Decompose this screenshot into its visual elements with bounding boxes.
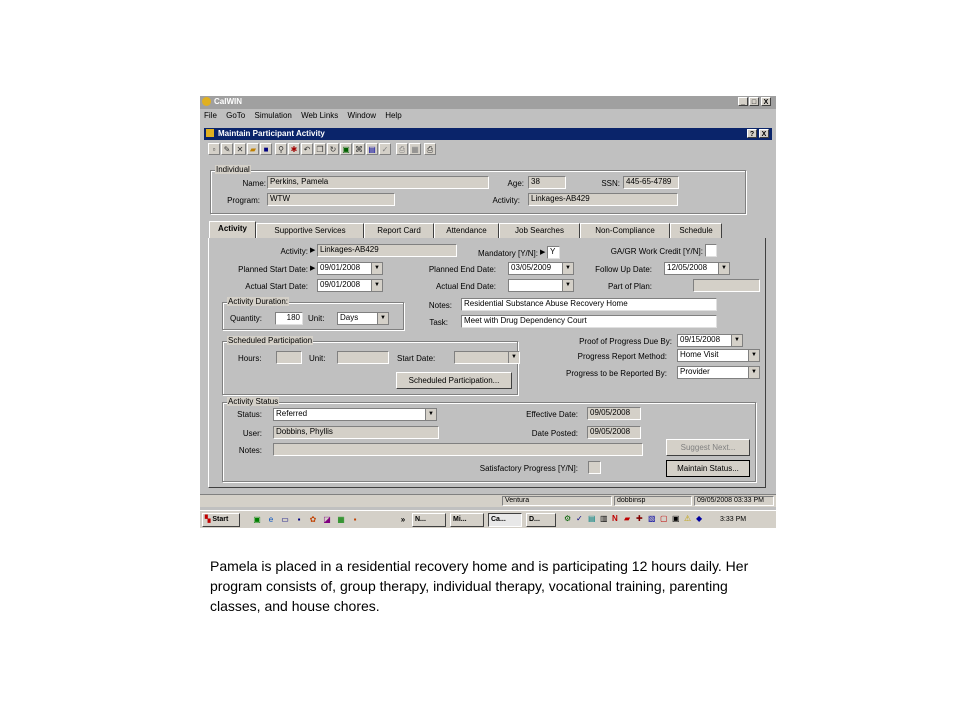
chevron-down-icon: ▼ xyxy=(377,313,388,324)
name-label: Name: xyxy=(242,179,266,188)
activity-value: Linkages-AB429 xyxy=(317,244,457,257)
mandatory-arrow-icon: ▶ xyxy=(540,249,546,256)
status-group-label: Activity Status xyxy=(228,397,279,406)
planned-start-select[interactable] xyxy=(317,262,383,275)
print-preview-icon[interactable]: ⎙ xyxy=(396,143,408,155)
paste-icon[interactable]: ▦ xyxy=(409,143,421,155)
taskbar-item-4[interactable] xyxy=(526,513,556,527)
tray-icon-5[interactable]: N xyxy=(612,514,618,523)
user-field: Dobbins, Phyllis xyxy=(273,426,439,439)
part-of-plan-field xyxy=(693,279,760,292)
desktop-icon[interactable]: ▭ xyxy=(281,515,289,524)
taskbar-item-3-label: Ca... xyxy=(491,516,506,523)
child-title-bar xyxy=(204,128,772,140)
delete-icon[interactable]: ✕ xyxy=(234,143,246,155)
scheduled-group-label: Scheduled Participation xyxy=(228,336,313,345)
effective-label: Effective Date: xyxy=(526,410,578,419)
chevron-down-icon: ▼ xyxy=(562,280,573,291)
status-bar xyxy=(200,494,776,507)
windows-logo-icon: ▚ xyxy=(205,516,211,523)
ssn-label: SSN: xyxy=(601,179,620,188)
check-icon[interactable]: ✓ xyxy=(379,143,391,155)
tray-icon-4[interactable]: ▥ xyxy=(600,514,608,523)
proof-select[interactable] xyxy=(677,334,743,347)
start-label: Start xyxy=(212,516,229,523)
chevron-down-icon: ▼ xyxy=(748,367,759,378)
taskbar-item-calwin[interactable] xyxy=(488,513,522,527)
quicklaunch-icon-1[interactable]: ▣ xyxy=(253,515,261,524)
sched-unit-field xyxy=(337,351,389,364)
menu-bar xyxy=(204,111,409,120)
gagr-field[interactable] xyxy=(705,244,717,257)
powerpoint-icon[interactable]: ▪ xyxy=(353,515,357,524)
planned-start-arrow-icon: ▶ xyxy=(310,265,316,272)
excel-icon[interactable]: ▦ xyxy=(337,515,345,524)
quantity-input[interactable]: 180 xyxy=(275,312,303,325)
undo-icon[interactable]: ↶ xyxy=(301,143,313,155)
mandatory-field[interactable]: Y xyxy=(547,246,560,259)
tab-job-searches[interactable]: Job Searches xyxy=(499,223,580,238)
followup-value: 12/05/2008 xyxy=(667,263,708,272)
activity-field-label: Activity: xyxy=(280,247,308,256)
actual-start-value: 09/01/2008 xyxy=(320,280,361,289)
app-icon-5[interactable]: ✿ xyxy=(309,515,317,524)
actual-start-label: Actual Start Date: xyxy=(245,282,308,291)
actual-start-select[interactable] xyxy=(317,279,383,292)
user-label: User: xyxy=(242,429,262,438)
program-label: Program: xyxy=(227,196,260,205)
taskbar-item-1[interactable] xyxy=(412,513,446,527)
taskbar-item-2-label: Mi... xyxy=(453,516,467,523)
taskbar-item-4-label: D... xyxy=(529,516,540,523)
chevron-down-icon: ▼ xyxy=(731,335,742,346)
tray-icon-10[interactable]: ▣ xyxy=(672,514,680,523)
minimize-button[interactable]: _ xyxy=(738,97,748,106)
word-icon[interactable]: ▪ xyxy=(297,515,301,524)
satisfactory-label: Satisfactory Progress [Y/N]: xyxy=(479,464,578,473)
start-date-field xyxy=(454,351,520,364)
planned-end-select[interactable] xyxy=(508,262,574,275)
posted-field: 09/05/2008 xyxy=(587,426,641,439)
followup-select[interactable] xyxy=(664,262,730,275)
tray-icon-7[interactable]: ✚ xyxy=(636,514,643,523)
image-icon[interactable]: ▣ xyxy=(340,143,352,155)
menu-web-links[interactable]: Web Links xyxy=(301,111,339,120)
child-title: Maintain Participant Activity xyxy=(218,129,325,138)
app-title-bar xyxy=(200,96,776,109)
menu-file[interactable]: File xyxy=(204,111,217,120)
tray-icon-3[interactable]: ▤ xyxy=(588,514,596,523)
chevron-down-icon: ▼ xyxy=(508,352,519,363)
copy-icon[interactable]: ❐ xyxy=(314,143,326,155)
tab-report-card[interactable]: Report Card xyxy=(364,223,434,238)
app-title: CalWIN xyxy=(214,97,242,106)
chevron-down-icon: ▼ xyxy=(371,280,382,291)
reported-select[interactable] xyxy=(677,366,760,379)
followup-label: Follow Up Date: xyxy=(595,265,652,274)
tray-icon-8[interactable]: ▧ xyxy=(648,514,656,523)
proof-label: Proof of Progress Due By: xyxy=(579,337,672,346)
help-button[interactable]: ? xyxy=(747,129,757,138)
status-county: Ventura xyxy=(502,496,612,506)
warning-icon[interactable]: ⚠ xyxy=(684,514,692,523)
screenshot xyxy=(200,96,776,528)
taskbar xyxy=(200,510,776,528)
menu-simulation[interactable]: Simulation xyxy=(254,111,292,120)
program-field: WTW xyxy=(267,193,395,206)
method-value: Home Visit xyxy=(680,350,719,359)
task-label: Task: xyxy=(429,318,448,327)
tray-icon-12[interactable]: ◆ xyxy=(696,514,703,523)
hours-field xyxy=(276,351,302,364)
taskbar-clock: 3:33 PM xyxy=(720,516,747,523)
maximize-button[interactable]: □ xyxy=(749,97,759,106)
more-chevron-icon[interactable]: » xyxy=(400,515,406,524)
status-user: dobbinsp xyxy=(614,496,692,506)
status-notes-label: Notes: xyxy=(238,446,262,455)
reported-value: Provider xyxy=(680,367,710,376)
notes-input[interactable]: Residential Substance Abuse Recovery Home xyxy=(461,298,717,311)
save-icon[interactable]: ■ xyxy=(260,143,272,155)
link-icon[interactable]: ⌘ xyxy=(355,145,363,154)
satisfactory-field[interactable] xyxy=(588,461,601,474)
sched-unit-label: Unit: xyxy=(309,354,326,363)
chevron-down-icon: ▼ xyxy=(371,263,382,274)
ssn-field: 445-65-4789 xyxy=(623,176,679,189)
planned-end-label: Planned End Date: xyxy=(428,265,496,274)
app-icon-6[interactable]: ◪ xyxy=(323,515,331,524)
refresh-icon[interactable]: ↻ xyxy=(327,143,339,155)
posted-label: Date Posted: xyxy=(531,429,578,438)
individual-group-label: Individual xyxy=(216,165,250,174)
chevron-down-icon: ▼ xyxy=(718,263,729,274)
print-icon[interactable]: ⎙ xyxy=(424,143,436,155)
part-of-plan-label: Part of Plan: xyxy=(607,282,652,291)
edit-icon[interactable]: ✎ xyxy=(221,143,233,155)
chevron-down-icon: ▼ xyxy=(425,409,436,420)
unit-select[interactable] xyxy=(337,312,389,325)
planned-start-label: Planned Start Date: xyxy=(238,265,308,274)
calwin-logo-icon xyxy=(202,97,211,106)
actual-end-label: Actual End Date: xyxy=(435,282,496,291)
actual-end-select[interactable] xyxy=(508,279,574,292)
status-select[interactable] xyxy=(273,408,437,421)
child-close-button[interactable]: X xyxy=(759,129,769,138)
tray-icon-1[interactable]: ⚙ xyxy=(564,514,572,523)
hours-label: Hours: xyxy=(238,354,262,363)
proof-value: 09/15/2008 xyxy=(680,335,721,344)
menu-window[interactable]: Window xyxy=(347,111,376,120)
age-label: Age: xyxy=(507,179,524,188)
chevron-down-icon: ▼ xyxy=(562,263,573,274)
info-icon[interactable]: ▤ xyxy=(366,143,378,155)
taskbar-item-2[interactable] xyxy=(450,513,484,527)
mandatory-label: Mandatory [Y/N]: xyxy=(477,249,538,258)
tools-icon[interactable]: ✱ xyxy=(288,143,300,155)
reported-label: Progress to be Reported By: xyxy=(566,369,667,378)
gagr-label: GA/GR Work Credit [Y/N]: xyxy=(610,247,703,256)
tab-supportive-services[interactable]: Supportive Services xyxy=(256,223,364,238)
activity-field: Linkages-AB429 xyxy=(528,193,678,206)
name-field: Perkins, Pamela xyxy=(267,176,489,189)
menu-goto[interactable]: GoTo xyxy=(226,111,246,120)
notes-label: Notes: xyxy=(428,301,452,310)
planned-start-value: 09/01/2008 xyxy=(320,263,361,272)
tab-schedule[interactable]: Schedule xyxy=(670,223,722,238)
open-icon[interactable]: ▰ xyxy=(247,143,259,155)
status-value: Referred xyxy=(276,409,308,418)
taskbar-item-1-label: N... xyxy=(415,516,426,523)
activity-label: Activity: xyxy=(492,196,520,205)
close-button[interactable]: X xyxy=(761,97,771,106)
start-button[interactable] xyxy=(202,513,240,527)
planned-end-value: 03/05/2009 xyxy=(511,263,552,272)
caption-text: Pamela is placed in a residential recovery home and is participating 12 hours daily. Her program consists of, group therapy, individual therapy, vocational training, parenting classes, and house chores. xyxy=(210,558,749,614)
menu-help[interactable]: Help xyxy=(385,111,402,120)
maintain-status-button[interactable]: Maintain Status... xyxy=(666,460,750,477)
method-label: Progress Report Method: xyxy=(577,352,667,361)
scheduled-participation-button[interactable]: Scheduled Participation... xyxy=(396,372,512,389)
browser-icon[interactable]: e xyxy=(268,515,274,524)
status-notes-field xyxy=(273,443,643,456)
toolbar xyxy=(208,143,468,157)
duration-group-label: Activity Duration: xyxy=(228,297,289,306)
tab-attendance[interactable]: Attendance xyxy=(434,223,499,238)
status-datetime: 09/05/2008 03:33 PM xyxy=(694,496,774,506)
new-icon[interactable]: ▫ xyxy=(208,143,220,155)
tab-activity[interactable]: Activity xyxy=(209,221,256,238)
start-date-label: Start Date: xyxy=(397,354,436,363)
status-label: Status: xyxy=(237,410,262,419)
tab-non-compliance[interactable]: Non-Compliance xyxy=(580,223,670,238)
age-field: 38 xyxy=(528,176,566,189)
unit-value: Days xyxy=(340,313,359,322)
tray-icon-2[interactable]: ✓ xyxy=(576,514,583,523)
system-tray-icons xyxy=(562,513,712,527)
chevron-down-icon: ▼ xyxy=(748,350,759,361)
window-icon xyxy=(206,129,214,137)
task-input[interactable]: Meet with Drug Dependency Court xyxy=(461,315,717,328)
find-icon[interactable]: ⚲ xyxy=(275,143,287,155)
tray-icon-6[interactable]: ▰ xyxy=(624,514,631,523)
unit-label: Unit: xyxy=(308,314,325,323)
quantity-label: Quantity: xyxy=(230,314,263,323)
method-select[interactable] xyxy=(677,349,760,362)
tray-icon-9[interactable]: ▢ xyxy=(660,514,668,523)
activity-arrow-icon: ▶ xyxy=(310,247,316,254)
suggest-next-button[interactable]: Suggest Next... xyxy=(666,439,750,456)
effective-field: 09/05/2008 xyxy=(587,407,641,420)
